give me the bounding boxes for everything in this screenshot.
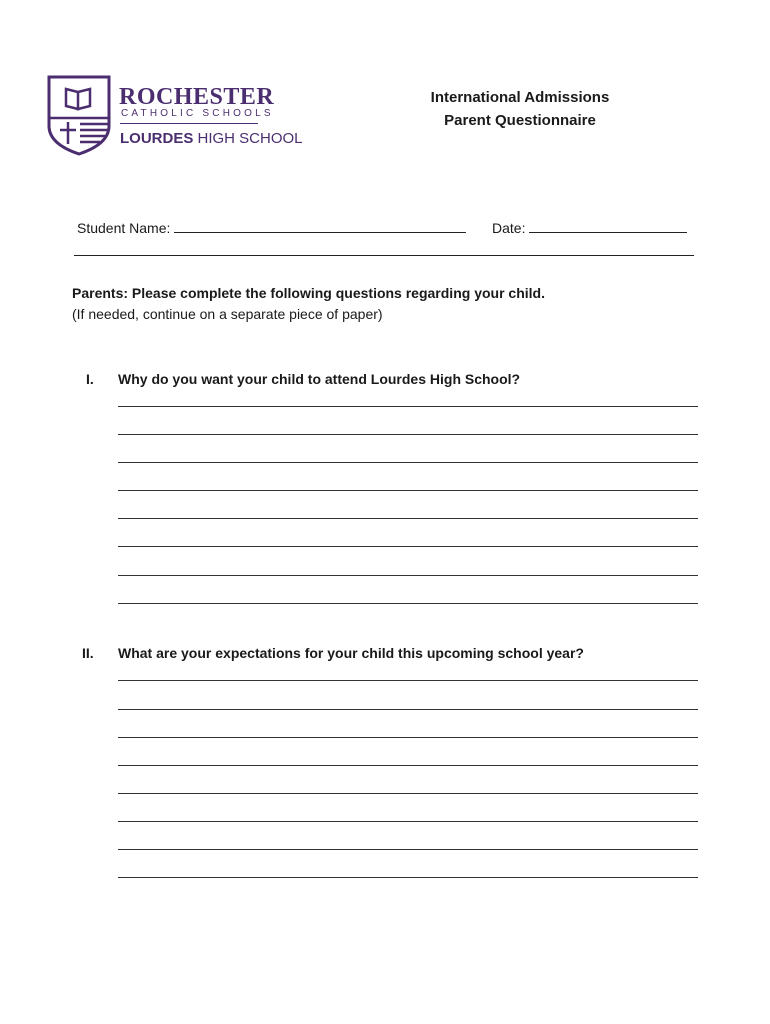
brand-school (120, 130, 303, 147)
answer-line[interactable] (118, 462, 698, 463)
title-line-2: Parent Questionnaire (444, 112, 596, 129)
answer-line[interactable] (118, 434, 698, 435)
answer-line[interactable] (118, 603, 698, 604)
date-field[interactable] (492, 220, 687, 236)
answer-line[interactable] (118, 821, 698, 822)
title-line-1: International Admissions (430, 89, 610, 106)
brand-school-bold: LOURDES (120, 130, 194, 147)
question-2-text: What are your expectations for your child this upcoming school year? (118, 645, 584, 661)
answer-line[interactable] (118, 877, 698, 878)
answer-line[interactable] (118, 406, 698, 407)
answer-line[interactable] (118, 765, 698, 766)
page-title (380, 86, 660, 132)
date-label: Date: (492, 220, 526, 236)
instructions-main: Parents: Please complete the following questions regarding your child. (72, 285, 545, 301)
brand-subtitle: CATHOLIC SCHOOLS (121, 108, 274, 119)
answer-line[interactable] (118, 793, 698, 794)
answer-line[interactable] (118, 575, 698, 576)
answer-line[interactable] (118, 518, 698, 519)
brand-name: ROCHESTER (119, 84, 275, 110)
brand-school-rest: HIGH SCHOOL (193, 130, 303, 147)
answer-line[interactable] (118, 849, 698, 850)
answer-line[interactable] (118, 546, 698, 547)
header-divider (74, 255, 694, 256)
question-2-number: II. (82, 645, 94, 661)
student-name-blank[interactable] (174, 220, 466, 233)
question-1-text: Why do you want your child to attend Lourdes High School? (118, 371, 521, 387)
brand-divider (120, 123, 258, 124)
question-1-number: I. (86, 371, 94, 387)
answer-line[interactable] (118, 490, 698, 491)
student-name-field[interactable] (77, 220, 466, 236)
shield-icon (46, 74, 116, 158)
instructions-note: (If needed, continue on a separate piece of paper) (72, 306, 383, 322)
answer-line[interactable] (118, 737, 698, 738)
student-name-label: Student Name: (77, 220, 171, 236)
answer-line[interactable] (118, 680, 698, 681)
date-blank[interactable] (529, 220, 687, 233)
answer-line[interactable] (118, 709, 698, 710)
